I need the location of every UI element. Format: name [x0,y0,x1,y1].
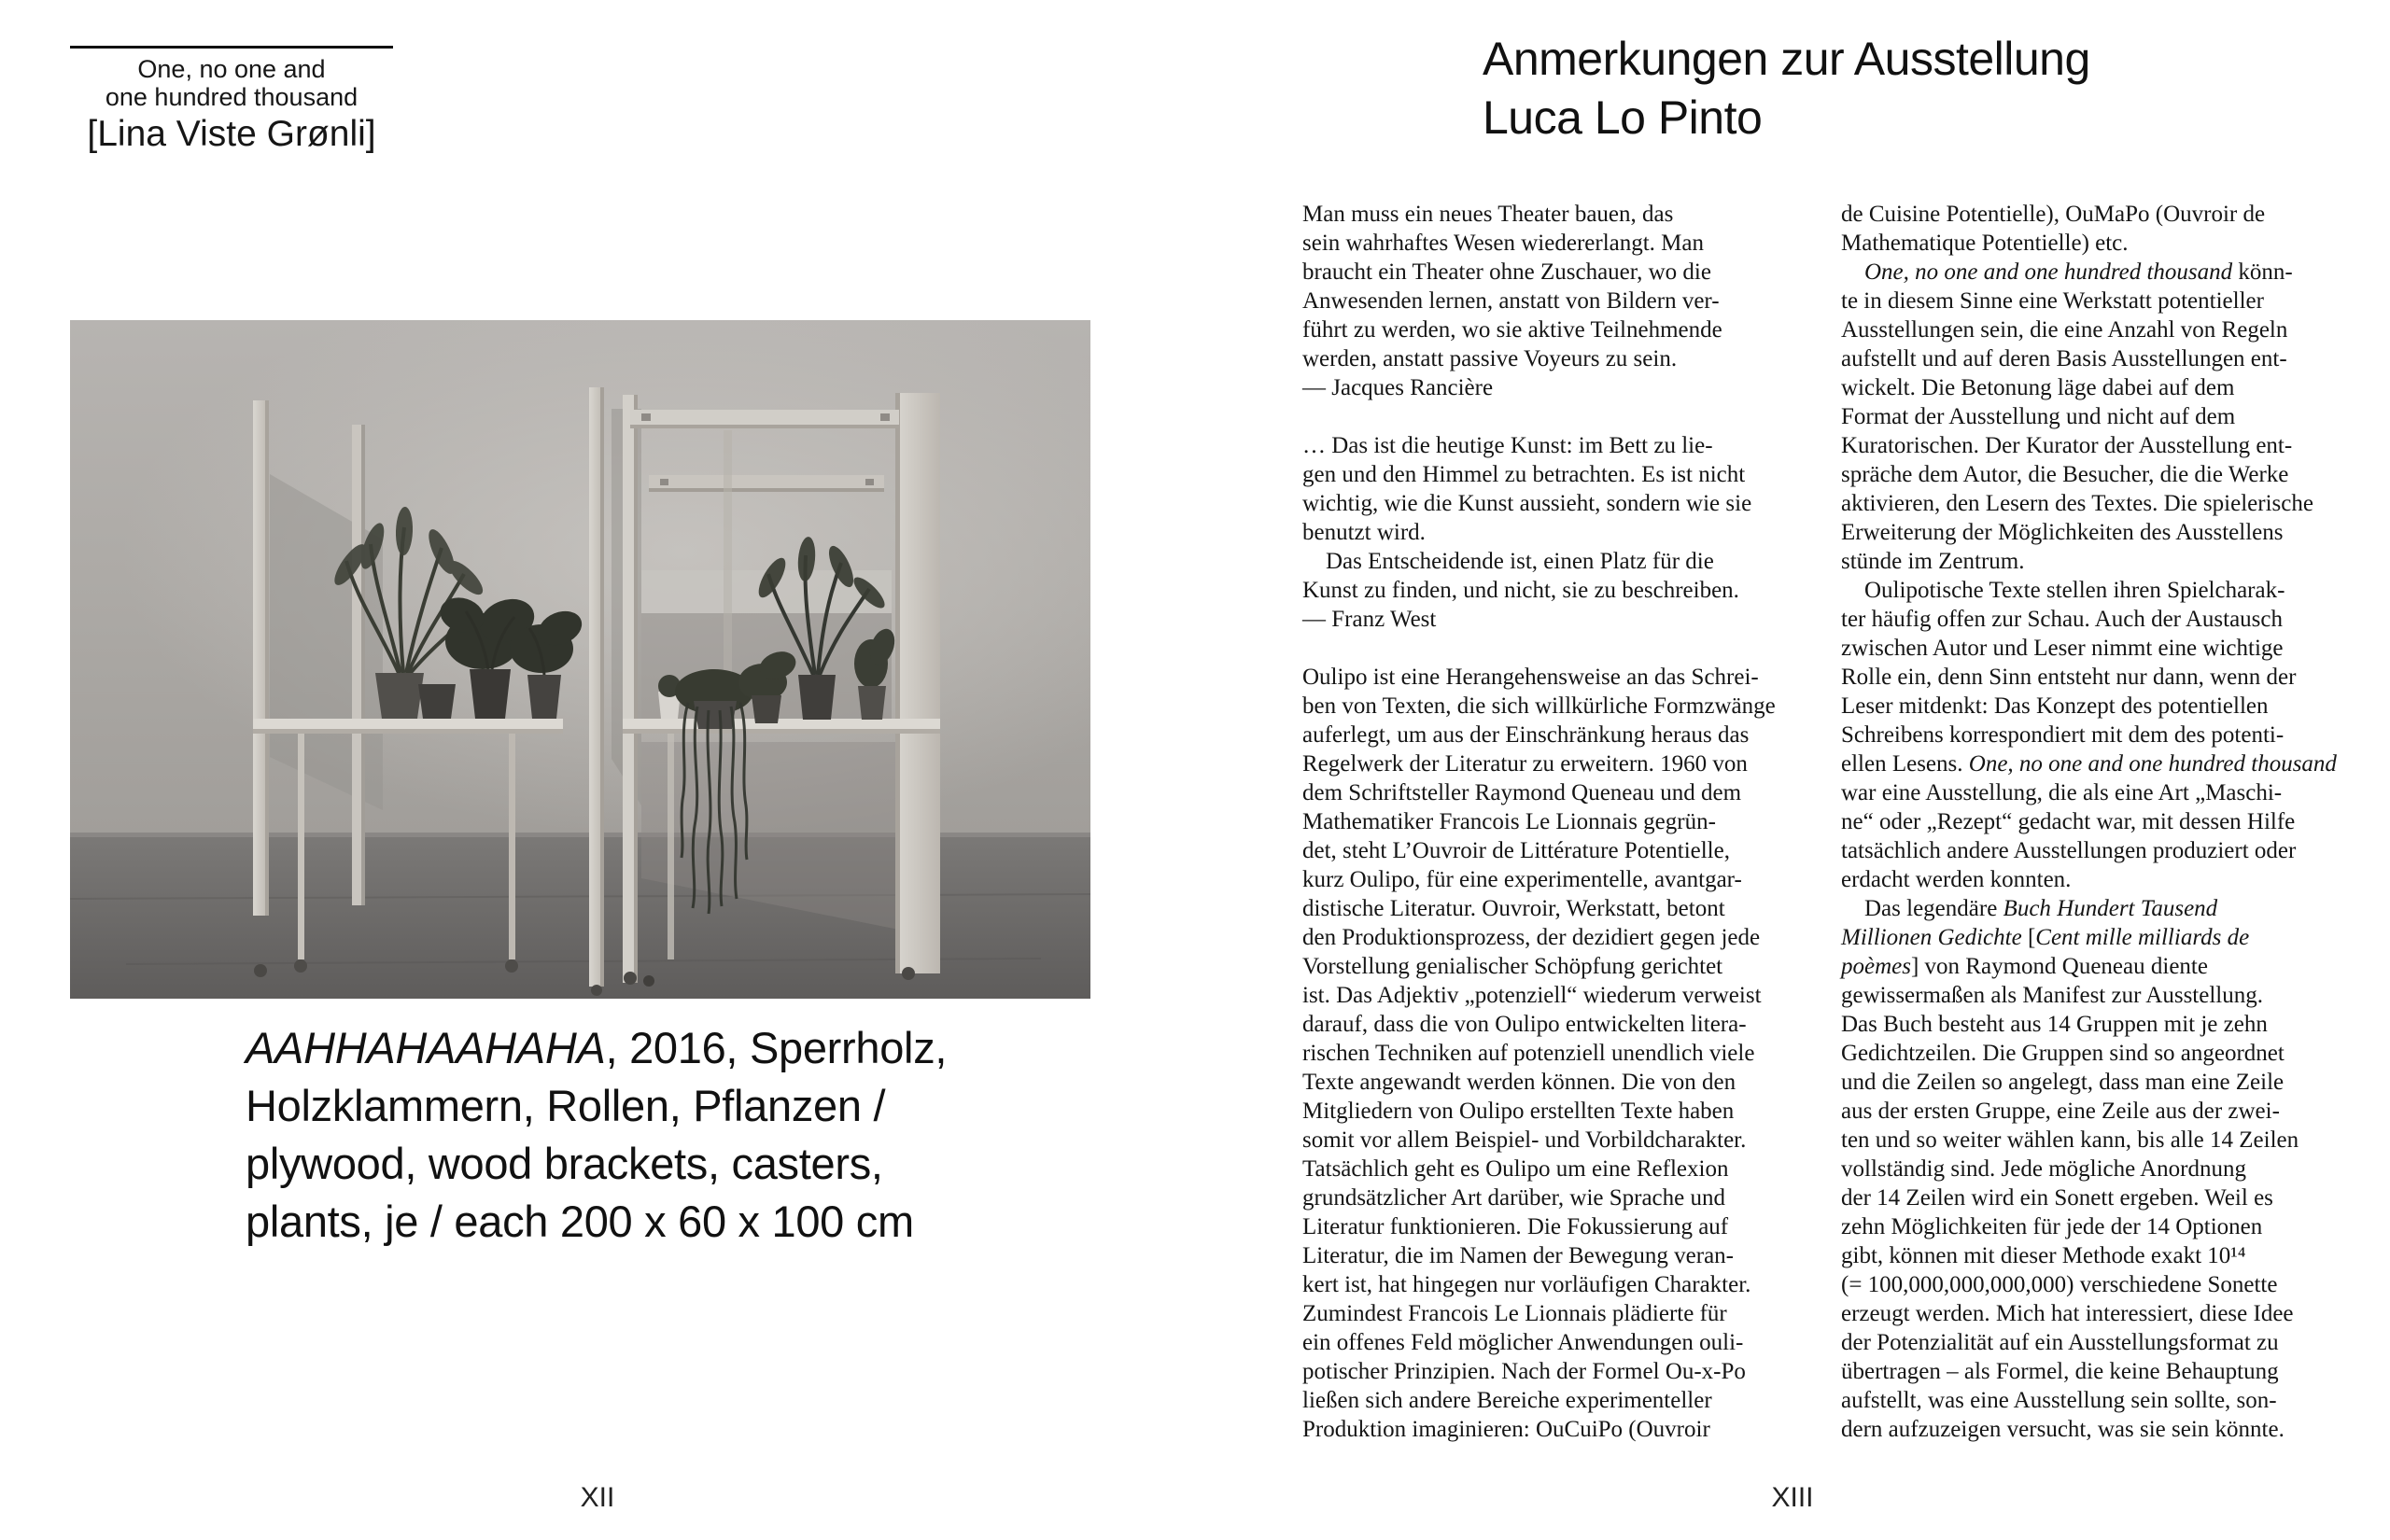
essay-body-col2: de Cuisine Potentielle), OuMaPo (Ouvroir de Mathematique Potentielle) etc. One, no one and one hundred thousand könn- te in diesem Sinne eine Werkstatt potentieller Ausstellungen sein, die eine Anzahl von Regeln aufstellt und auf deren Basis Ausstellungen ent- wickelt. Die Betonung läge dabei auf dem Format der Ausstellung und nicht auf dem Kuratorischen. Der Kurator der Ausstellung ent- spräche dem Autor, die Besucher, die die Werke aktivieren, den Lesern des Textes. Die spielerische Erweiterung der Möglichkeiten des Ausstellens stünde im Zentrum. Oulipotische Texte stellen ihren Spielcharak- ter häufig offen zur Schau. Auch der Austausch zwischen Autor und Leser nimmt eine wichtige Rolle ein, denn Sinn entsteht nur dann, wenn der Leser mitdenkt: Das Konzept des potentiellen Schreibens korrespondiert mit dem des potenti- ellen Lesens. One, no one and one hundred thousand war eine Ausstellung, die als eine Art „Maschi- ne“ oder „Rezept“ gedacht war, mit dessen Hilfe tatsächlich andere Ausstellungen produziert oder erdacht werden konnten. Das legendäre Buch Hundert Tausend Millionen Gedichte [Cent mille milliards de poèmes] von Raymond Queneau diente gewissermaßen als Manifest zur Ausstellung. Das Buch besteht aus 14 Gruppen mit je zehn Gedichtzeilen. Die Gruppen sind so angeordnet und die Zeilen so angelegt, dass man eine Zeile aus der ersten Gruppe, eine Zeile aus der zwei- ten und so weiter wählen kann, bis alle 14 Zeilen vollständig sind. Jede mögliche Anordnung der 14 Zeilen wird ein Sonett ergeben. Weil es zehn Möglichkeiten für jede der 14 Optionen gibt, können mit dieser Methode exakt 10¹⁴ (= 100,000,000,000,000) verschiedene Sonette erzeugt werden. Mich hat interessiert, diese Idee der Potenzialität auf ein Ausstellungsformat zu übertragen – als Formel, die keine Behauptung aufstellt, was eine Ausstellung sein sollte, son- dern aufzuzeigen versucht, was sie sein könnte. [1841,202,2337,1442]
essay-title: Anmerkungen zur Ausstellung Luca Lo Pinto [1483,33,2090,144]
page-number-left: XII [580,1482,615,1513]
essay-body-col1: Oulipo ist eine Herangehensweise an das Schrei- ben von Texten, die sich willkürliche Formzwänge auferlegt, um aus der Einschränkung heraus das Regelwerk der Literatur zu erweitern. 1960 von dem Schriftsteller Raymond Queneau und dem Mathematiker Francois Le Lionnais gegrün- det, steht L’Ouvroir de Littérature Potentielle, kurz Oulipo, für eine experimentelle, avantgar- distische Literatur. Ouvroir, Werkstatt, betont den Produktionsprozess, der dezidiert gegen jede Vorstellung genialischer Schöpfung gerichtet ist. Das Adjektiv „potenziell“ wiederum verweist darauf, dass die von Oulipo entwickelten litera- rischen Techniken auf potenziell unendlich viele Texte angewandt werden können. Die von den Mitgliedern von Oulipo erstellten Texte haben somit vor allem Beispiel- und Vorbildcharakter. Tatsächlich geht es Oulipo um eine Reflexion grundsätzlicher Art darüber, wie Sprache und Literatur funktionieren. Die Fokussierung auf Literatur, die im Namen der Bewegung veran- kert ist, hat hingegen nur vorläufigen Charakter. Zumindest Francois Le Lionnais plädierte für ein offenes Feld möglicher Anwendungen ouli- potischer Prinzipien. Nach der Formel Ou-x-Po ließen sich andere Bereiche experimenteller Produktion imaginieren: OuCuiPo (Ouvroir [1302,665,1776,1442]
series-title: One, no one and one hundred thousand [70,46,393,111]
artwork-photo [70,320,1090,999]
page-number-right: XIII [1771,1482,1814,1513]
middle-panel [589,387,604,996]
epigraph-west: … Das ist die heutige Kunst: im Bett zu lie- gen und den Himmel zu betrachten. Es ist nicht wichtig, wie die Kunst aussieht, sondern wie sie benutzt wird. Das Entscheidende ist, einen Platz für die Kunst zu finden, und nicht, sie zu beschreiben. — Franz West [1302,433,1752,632]
artwork-caption: AAHHAHAAHAHA, 2016, Sperrholz, Holzklammern, Rollen, Pflanzen / plywood, wood brackets, casters, plants, je / each 200 x 60 x 100 cm [246,1023,948,1246]
essay-column-2 [1841,200,2387,1444]
essay-column-1 [1302,200,1849,1444]
epigraph-ranciere: Man muss ein neues Theater bauen, das sein wahrhaftes Wesen wiedererlangt. Man braucht ein Theater ohne Zuschauer, wo die Anwesenden lernen, anstatt von Bildern ver- führt zu werden, wo sie aktive Teilnehmende werden, anstatt passive Voyeurs zu sein. — Jacques Rancière [1302,202,1722,400]
artist-name: [Lina Viste Grønli] [87,114,376,154]
